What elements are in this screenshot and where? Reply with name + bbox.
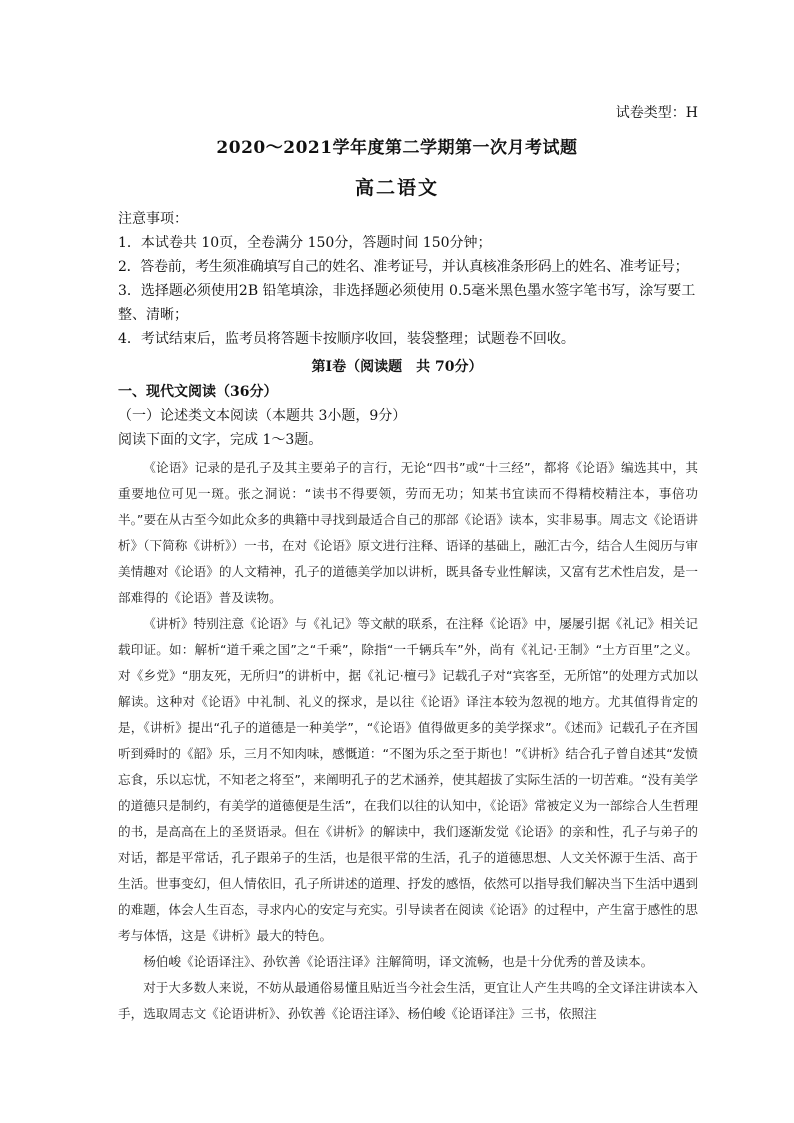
subject-title: 高二语文 bbox=[354, 177, 439, 199]
passage bbox=[118, 455, 698, 1027]
paragraph: 《讲析》特别注意《论语》与《礼记》等文献的联系，在注释《论语》中，屡屡引据《礼记》相关记载印证。如：解析“道千乘之国”之“千乘”，除指“一千辆兵车”外，尚有《礼记·王制》“土方百里”之义。对《乡党》“朋友死，无所归”的讲析中，据《礼记·檀弓》记载孔子对“宾客至，无所馆”的处理方式加以解读。这种对《论语》中礼制、礼义的探求，是以往《论语》译注本较为忽视的地方。尤其值得肯定的是，《讲析》提出“孔子的道德是一种美学”，“《论语》值得做更多的美学探求”。《述而》记载孔子在齐国听到舜时的《韶》乐，三月不知肉味，感慨道：“不图为乐之至于斯也！”《讲析》结合孔子曾自述其“发愤忘食，乐以忘忧，不知老之将至”，来阐明孔子的艺术涵养，使其超拔了实际生活的一切苦难。“没有美学的道德只是制约，有美学的道德便是生活”，在我们以往的认知中，《论语》常被定义为一部综合人生哲理的书，是高高在上的圣贤语录。但在《讲析》的解读中，我们逐渐发觉《论语》的亲和性，孔子与弟子的对话，都是平常话，孔子跟弟子的生活，也是很平常的生活，孔子的道德思想、人文关怀源于生活、高于生活。世事变幻，但人情依旧，孔子所讲述的道理、抒发的感悟，依然可以指导我们解决当下生活中遇到的难题，体会人生百态，寻求内心的安定与充实。引导读者在阅读《论语》的过程中，产生富于感性的思考与体悟，这是《讲析》最大的特色。 bbox=[118, 616, 698, 943]
paragraph: 对于大多数人来说，不妨从最通俗易懂且贴近当今社会生活，更宜让人产生共鸣的全文译注讲读本入手，选取周志文《论语讲析》、孙钦善《论语注译》、杨伯峻《论语译注》三书，依照注 bbox=[118, 980, 698, 1021]
note-item-2: 2．答卷前，考生须准确填写自己的姓名、准考证号，并认真核准条形码上的姓名、准考证号； bbox=[118, 259, 689, 275]
note-item-4: 4．考试结束后，监考员将答题卡按顺序收回，装袋整理；试题卷不回收。 bbox=[118, 331, 575, 347]
sub-heading: （一）论述类文本阅读（本题共 3小题，9分） bbox=[118, 408, 407, 424]
instruction: 阅读下面的文字，完成 1～3题。 bbox=[118, 432, 323, 448]
note-item-3: 3．选择题必须使用2B 铅笔填涂，非选择题必须使用 0.5毫米黑色墨水签字笔书写，涂写要工整、清晰； bbox=[118, 283, 696, 323]
part-heading: 一、现代文阅读（36分） bbox=[118, 384, 278, 400]
note-item-1: 1．本试卷共 10页，全卷满分 150分，答题时间 150分钟； bbox=[118, 235, 492, 251]
exam-title: 2020～2021学年度第二学期第一次月考试题 bbox=[216, 138, 578, 158]
volume-heading: 第Ⅰ卷（阅读题 共 70分） bbox=[311, 359, 483, 375]
notes-section bbox=[118, 207, 698, 351]
section-headings bbox=[118, 380, 698, 452]
paragraph: 《论语》记录的是孔子及其主要弟子的言行，无论“四书”或“十三经”，都将《论语》编选其中，其重要地位可见一斑。张之洞说：“读书不得要领，劳而无功；知某书宜读而不得精校精注本，事倍功半。”要在从古至今如此众多的典籍中寻找到最适合自己的那部《论语》读本，实非易事。周志文《论语讲析》（下简称《讲析》）一书，在对《论语》原文进行注释、语译的基础上，融汇古今，结合人生阅历与审美情趣对《论语》的人文精神，孔子的道德美学加以讲析，既具备专业性解读，又富有艺术性启发，是一部难得的《论语》普及读物。 bbox=[118, 460, 698, 605]
paper-type: 试卷类型：H bbox=[615, 105, 698, 121]
notes-heading: 注意事项： bbox=[118, 211, 188, 227]
paragraph: 杨伯峻《论语译注》、孙钦善《论语注译》注解简明，译文流畅，也是十分优秀的普及读本。 bbox=[143, 954, 654, 969]
